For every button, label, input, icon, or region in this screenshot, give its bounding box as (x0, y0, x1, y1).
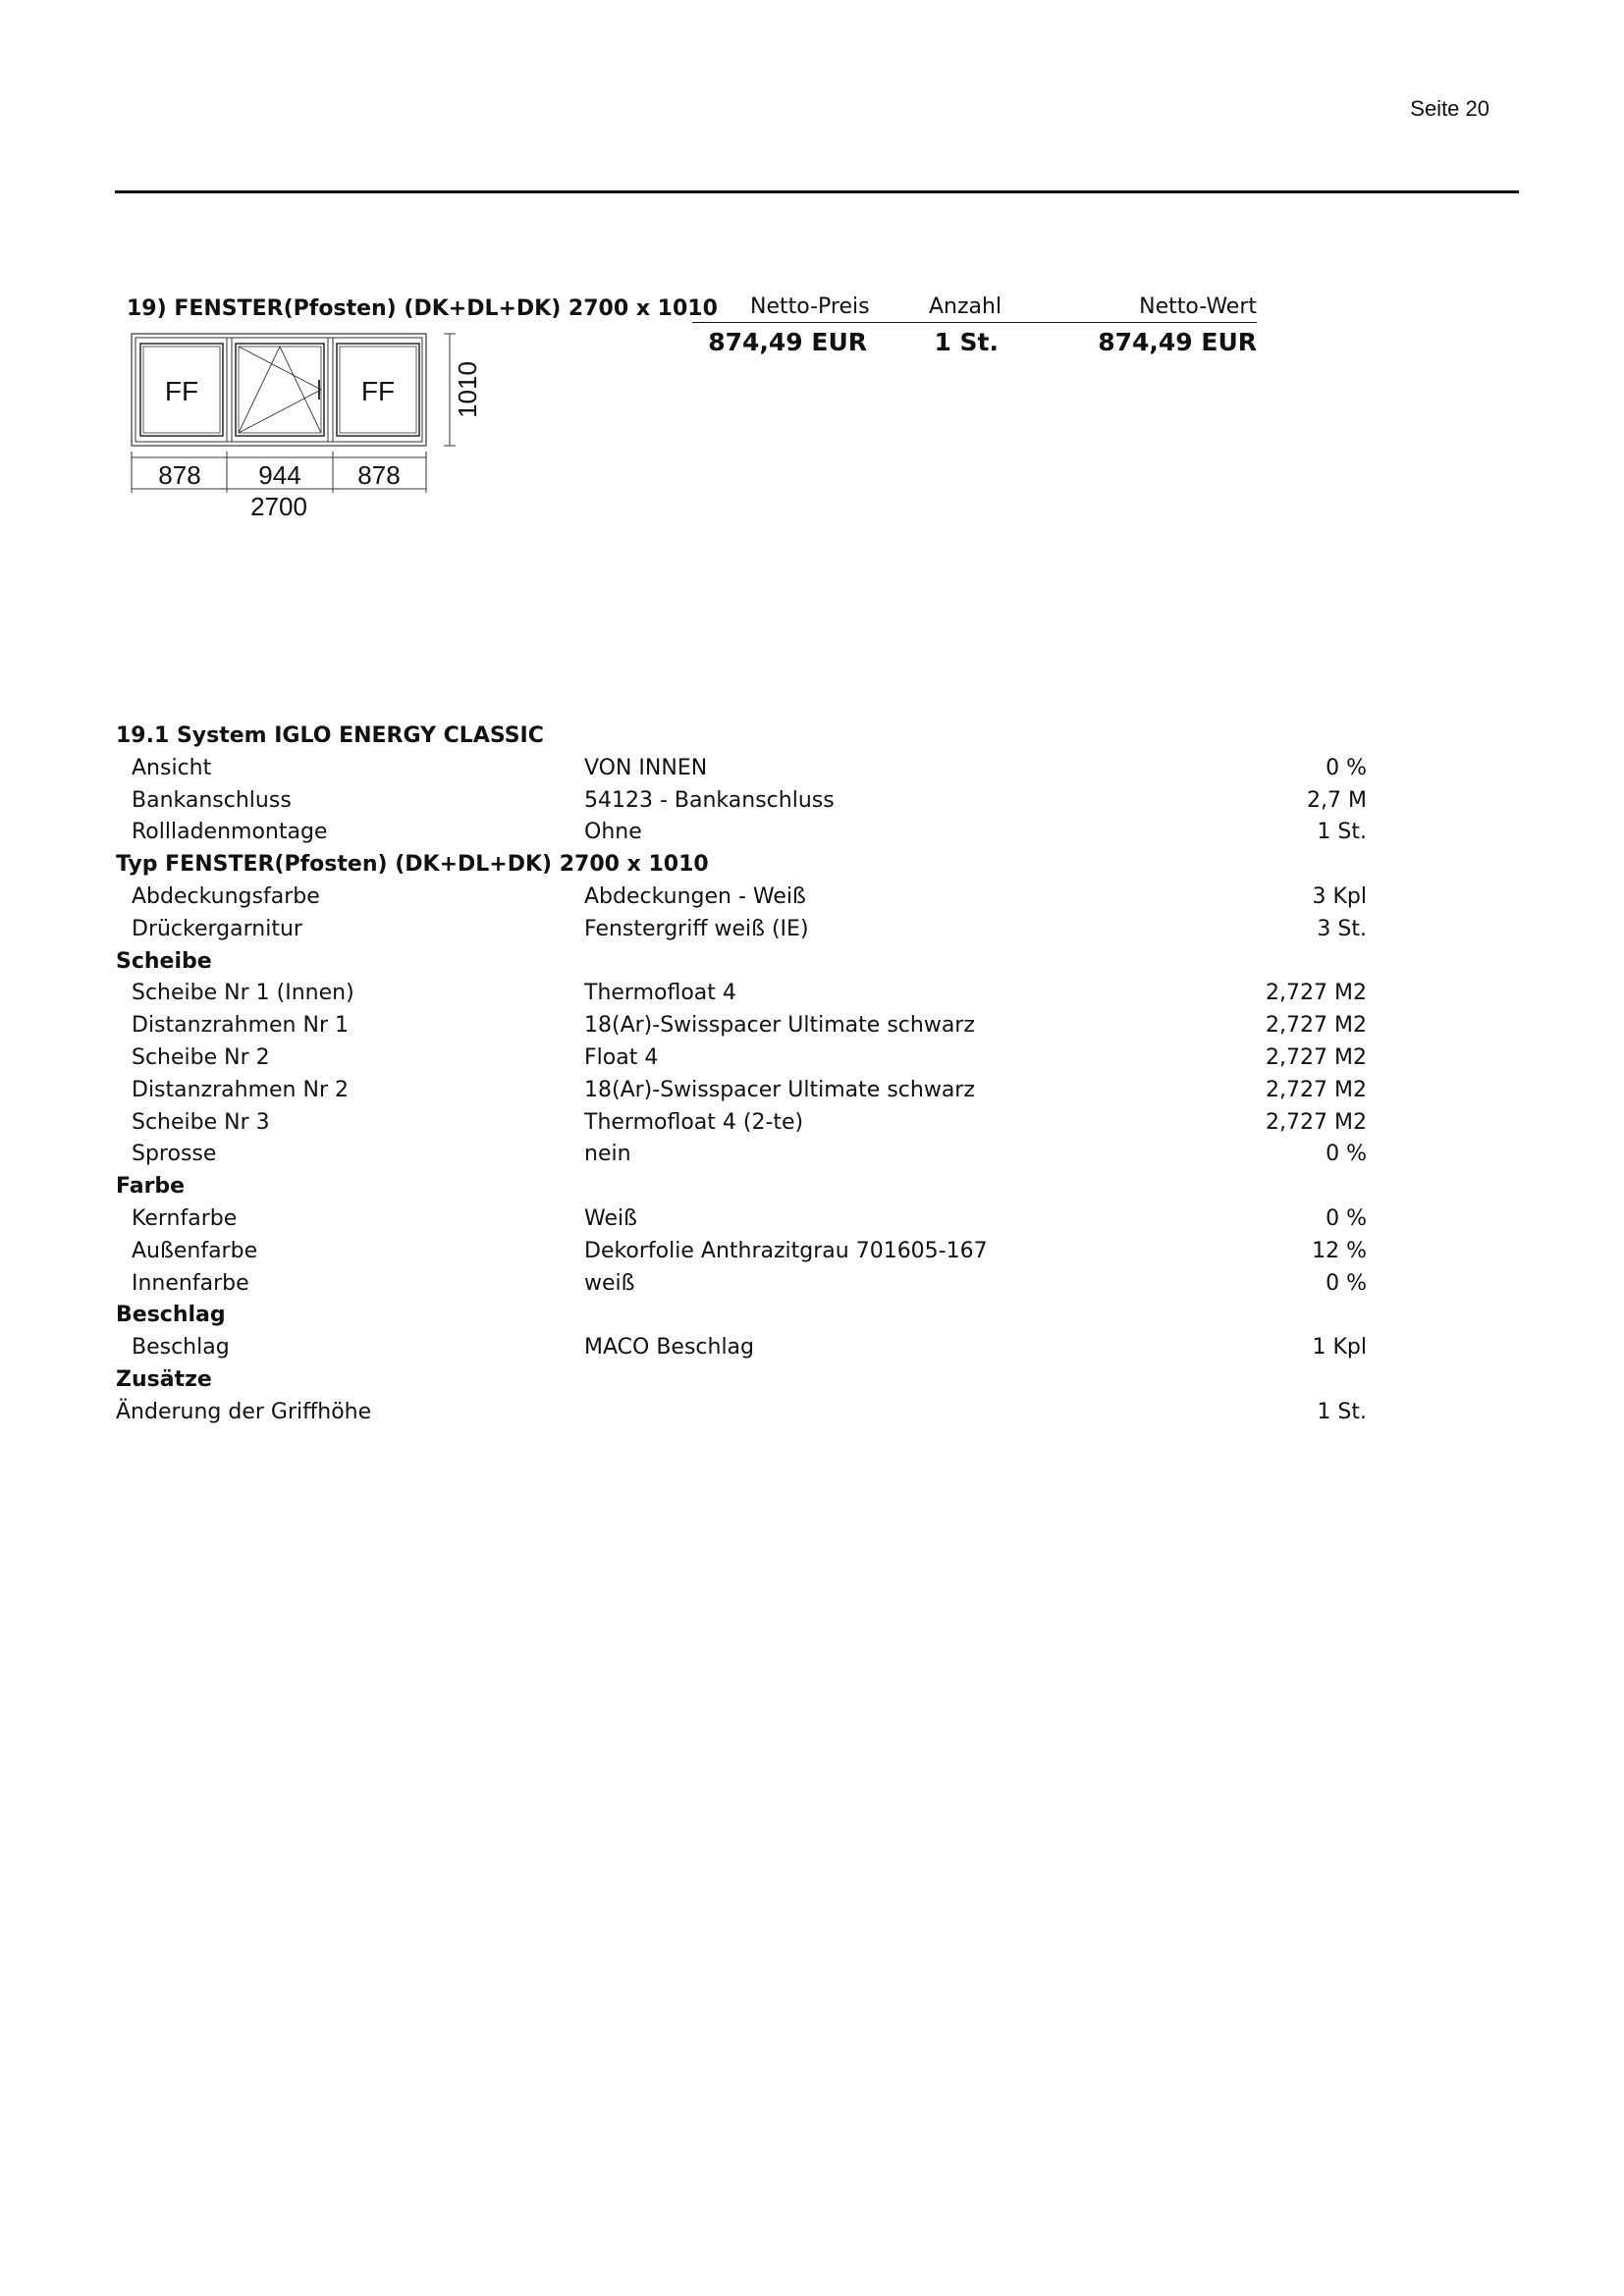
section-title: Zusätze (116, 1366, 212, 1392)
spec-quantity: 0 % (1326, 1205, 1367, 1231)
net-price-header: Netto-Preis (750, 294, 870, 319)
pane-right-label: FF (360, 376, 396, 406)
section-title: 19.1 System IGLO ENERGY CLASSIC (116, 723, 544, 748)
net-value-header: Netto-Wert (1139, 294, 1257, 319)
spec-value: 54123 - Bankanschluss (584, 787, 835, 813)
spec-section-heading (116, 849, 1367, 881)
item-title: 19) FENSTER(Pfosten) (DK+DL+DK) 2700 x 1010 (127, 296, 718, 321)
width-segment-1: 878 (158, 460, 201, 490)
spec-row (116, 1332, 1367, 1364)
spec-quantity: 2,727 M2 (1266, 1013, 1367, 1039)
spec-row (116, 1139, 1367, 1171)
spec-row (116, 1268, 1367, 1301)
spec-label: Ansicht (132, 755, 212, 780)
spec-value: Ohne (584, 820, 642, 845)
spec-value: Fenstergriff weiß (IE) (584, 916, 809, 941)
spec-label: Änderung der Griffhöhe (116, 1399, 372, 1424)
spec-value: Dekorfolie Anthrazitgrau 701605-167 (584, 1238, 988, 1263)
page-number: Seite 20 (1410, 96, 1489, 121)
spec-value: Thermofloat 4 (2-te) (584, 1109, 804, 1135)
section-title: Scheibe (116, 948, 212, 974)
tilt-symbol (239, 347, 321, 433)
window-drawing (124, 326, 516, 527)
spec-label: Scheibe Nr 1 (Innen) (132, 981, 354, 1006)
spec-section-heading (116, 1300, 1367, 1332)
spec-quantity: 0 % (1326, 1270, 1367, 1296)
spec-row (116, 978, 1367, 1010)
spec-quantity: 3 Kpl (1312, 883, 1367, 909)
spec-value: Abdeckungen - Weiß (584, 883, 806, 909)
total-width: 2700 (250, 492, 307, 521)
spec-label: Kernfarbe (132, 1205, 238, 1231)
spec-row (116, 881, 1367, 914)
spec-row (116, 1010, 1367, 1042)
spec-label: Drückergarnitur (132, 916, 302, 941)
spec-row (116, 914, 1367, 946)
net-value-value: 874,49 EUR (1098, 328, 1257, 356)
spec-value: MACO Beschlag (584, 1335, 755, 1361)
spec-table (116, 721, 1367, 1429)
spec-value: Thermofloat 4 (584, 981, 736, 1006)
spec-value: nein (584, 1142, 631, 1167)
spec-value: weiß (584, 1270, 635, 1296)
spec-quantity: 1 St. (1317, 1399, 1367, 1424)
spec-label: Distanzrahmen Nr 2 (132, 1077, 349, 1102)
spec-row (116, 753, 1367, 785)
spec-quantity: 1 St. (1317, 820, 1367, 845)
spec-row (116, 1042, 1367, 1075)
spec-value: Float 4 (584, 1044, 659, 1070)
spec-quantity: 2,727 M2 (1266, 981, 1367, 1006)
price-header-rule (692, 322, 1257, 323)
spec-value: 18(Ar)-Swisspacer Ultimate schwarz (584, 1077, 975, 1102)
spec-row (116, 785, 1367, 818)
spec-label: Außenfarbe (132, 1238, 258, 1263)
spec-quantity: 2,727 M2 (1266, 1109, 1367, 1135)
spec-quantity: 3 St. (1317, 916, 1367, 941)
height-dimension: 1010 (453, 361, 482, 418)
spec-label: Rollladenmontage (132, 820, 328, 845)
spec-label: Beschlag (132, 1335, 230, 1361)
pane-left-label: FF (164, 376, 199, 406)
spec-row (116, 1203, 1367, 1236)
spec-label: Distanzrahmen Nr 1 (132, 1013, 349, 1039)
spec-row (116, 1236, 1367, 1268)
pane-middle (236, 344, 324, 436)
spec-section-heading (116, 946, 1367, 979)
spec-label: Scheibe Nr 3 (132, 1109, 270, 1135)
spec-section-heading (116, 1364, 1367, 1397)
spec-label: Abdeckungsfarbe (132, 883, 320, 909)
spec-quantity: 12 % (1312, 1238, 1367, 1263)
spec-quantity: 2,7 M (1307, 787, 1367, 813)
spec-quantity: 1 Kpl (1312, 1335, 1367, 1361)
width-segment-3: 878 (357, 460, 401, 490)
spec-quantity: 2,727 M2 (1266, 1077, 1367, 1102)
quantity-value: 1 St. (934, 328, 999, 356)
spec-quantity: 0 % (1326, 755, 1367, 780)
section-title: Farbe (116, 1174, 186, 1200)
spec-label: Innenfarbe (132, 1270, 249, 1296)
spec-row (116, 1107, 1367, 1140)
section-title: Beschlag (116, 1303, 226, 1328)
spec-label: Scheibe Nr 2 (132, 1044, 270, 1070)
net-price-value: 874,49 EUR (708, 328, 867, 356)
spec-label: Bankanschluss (132, 787, 292, 813)
spec-section-heading (116, 1171, 1367, 1203)
spec-value: 18(Ar)-Swisspacer Ultimate schwarz (584, 1013, 975, 1039)
spec-row (116, 817, 1367, 849)
spec-value: VON INNEN (584, 755, 708, 780)
header-rule (115, 190, 1519, 193)
turn-symbol (239, 347, 321, 433)
spec-section-heading (116, 721, 1367, 753)
width-segment-2: 944 (258, 460, 301, 490)
spec-value: Weiß (584, 1205, 637, 1231)
spec-row (116, 1397, 1367, 1429)
spec-label: Sprosse (132, 1142, 217, 1167)
spec-quantity: 0 % (1326, 1142, 1367, 1167)
quantity-header: Anzahl (929, 294, 1002, 319)
spec-quantity: 2,727 M2 (1266, 1044, 1367, 1070)
spec-row (116, 1075, 1367, 1107)
section-title: Typ FENSTER(Pfosten) (DK+DL+DK) 2700 x 1010 (116, 852, 709, 878)
